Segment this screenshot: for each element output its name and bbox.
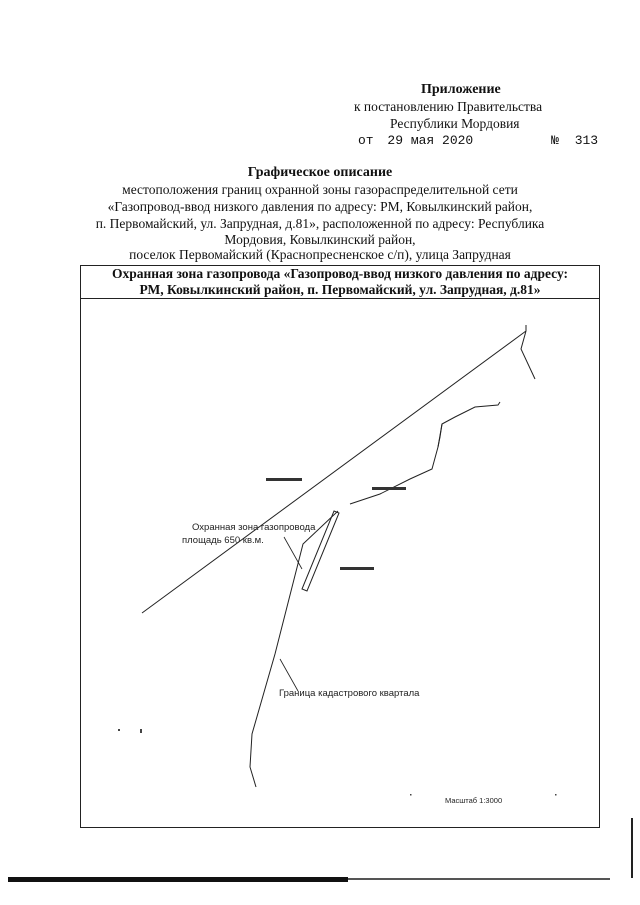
boundary-leader-line [280,659,298,691]
decree-date-line [358,133,598,148]
cadastral-number-mark [372,487,406,490]
description-line: «Газопровод-ввод низкого давления по адресу: РМ, Ковылкинский район, [107,199,533,214]
description-title: Графическое описание [247,165,393,180]
decree-reference: к постановлению Правительства [354,99,543,114]
description-line: п. Первомайский, ул. Запрудная, д.81», расположенной по адресу: Республика [95,216,545,231]
decree-date: 29 мая 2020 [387,133,474,148]
map-title-line: Охранная зона газопровода «Газопровод-ввод низкого давления по адресу: [111,266,569,281]
republic-name: Республики Мордовия [390,116,520,131]
scale-label: Масштаб 1:3000 [445,796,503,805]
attachment-heading: Приложение [421,82,501,97]
scan-bottom-bar [8,877,348,882]
description-line: поселок Первомайский (Краснопресненское с/п), улица Запрудная [129,247,511,262]
boundary-label: Граница кадастрового квартала [279,688,420,699]
cadastral-number-mark [266,478,302,481]
map-title [80,265,600,299]
number-sign: № [551,133,559,148]
scan-bottom-bar [348,878,610,880]
parcel-boundary-upper [521,331,535,379]
date-prefix: от [358,133,374,148]
zone-label-line: Охранная зона газопровода [192,522,316,533]
cadastral-quarter-boundary [250,511,338,787]
cadastral-number-mark [340,567,374,570]
cadastral-map [80,299,600,828]
boundary-line-diagonal [142,331,526,613]
scan-edge-mark [631,818,633,878]
description-line: Мордовия, Ковылкинский район, [224,232,416,247]
map-title-line: РМ, Ковылкинский район, п. Первомайский, ул. Запрудная, д.81» [139,282,541,297]
zone-label [182,521,316,547]
description-line: местоположения границ охранной зоны газораспределительной сети [122,182,518,197]
decree-number: 313 [574,133,599,148]
zone-label-line: площадь 650 кв.м. [182,535,264,546]
